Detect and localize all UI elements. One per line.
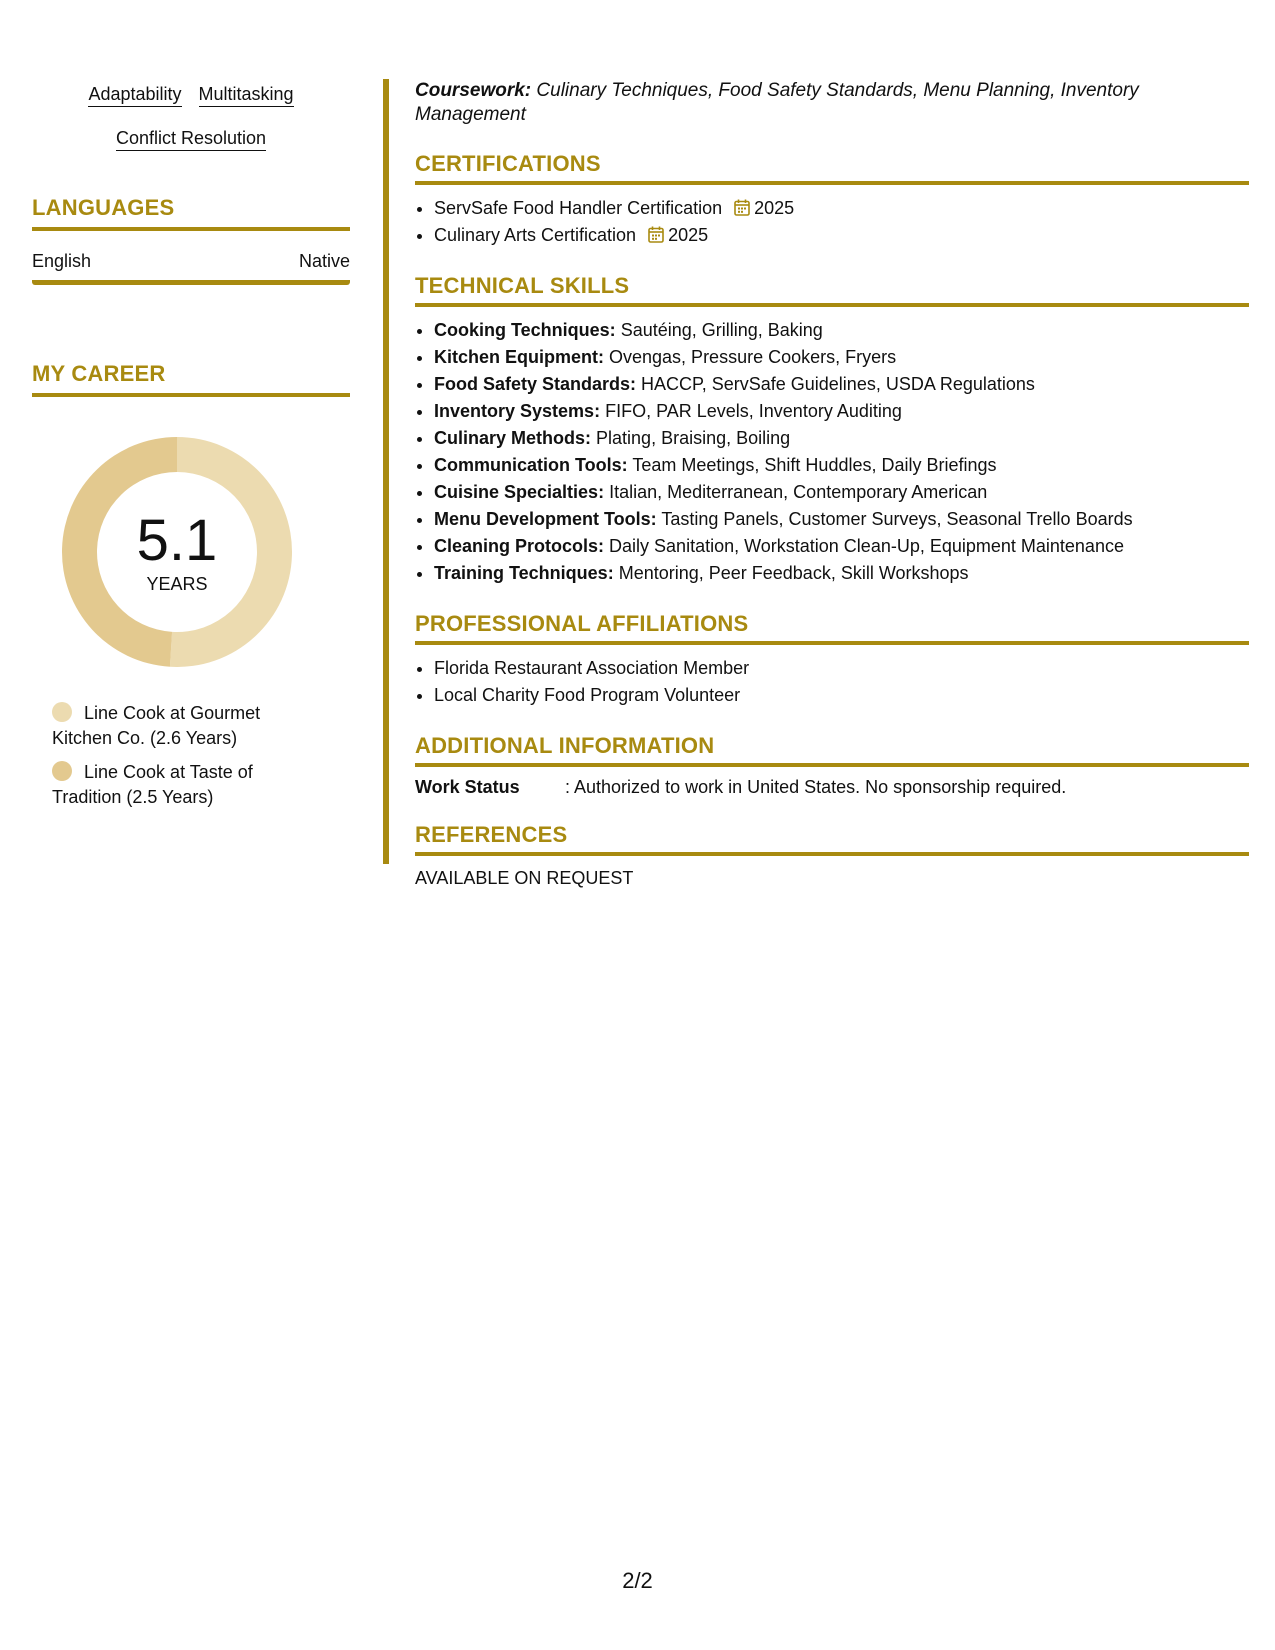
certification-year: 2025 — [668, 225, 709, 245]
skill-item — [434, 560, 1249, 587]
language-name: English — [32, 251, 92, 271]
skill-value: Ovengas, Pressure Cookers, Fryers — [609, 347, 897, 367]
skill-tag: Conflict Resolution — [116, 127, 266, 151]
certification-year: 2025 — [754, 198, 795, 218]
work-status-row — [415, 777, 1249, 798]
certifications-section — [415, 151, 1249, 249]
skill-value: Mentoring, Peer Feedback, Skill Workshops — [618, 563, 969, 583]
affiliation-item: • Local Charity Food Program Volunteer — [434, 682, 1249, 709]
work-status-label: Work Status — [415, 777, 520, 797]
certification-item — [434, 222, 1249, 249]
skill-tag: Adaptability — [88, 83, 181, 107]
right-column — [415, 79, 1249, 889]
page-number: 2/2 — [622, 1568, 653, 1593]
references-text: AVAILABLE ON REQUEST — [415, 868, 634, 888]
certification-item — [434, 195, 1249, 222]
skill-row — [32, 124, 350, 152]
certification-name: Culinary Arts Certification — [434, 225, 637, 245]
skill-item — [434, 317, 1249, 344]
skill-label: Culinary Methods: — [434, 428, 592, 448]
skill-label: Training Techniques: — [434, 563, 614, 583]
skill-label: Kitchen Equipment: — [434, 347, 604, 367]
legend-dot-icon — [52, 702, 72, 722]
coursework-label: Coursework: — [415, 80, 532, 101]
skill-item — [434, 371, 1249, 398]
career-legend-item — [52, 760, 282, 810]
skill-item — [434, 506, 1249, 533]
language-level: Native — [298, 251, 350, 271]
skill-value: Italian, Mediterranean, Contemporary American — [609, 482, 988, 502]
coursework — [415, 79, 1249, 127]
career-heading: MY CAREER — [32, 361, 350, 397]
skill-value: HACCP, ServSafe Guidelines, USDA Regulations — [641, 374, 1035, 394]
technical-skills-list — [415, 317, 1249, 587]
affiliations-list — [415, 655, 1249, 709]
skill-row — [32, 80, 350, 108]
skill-label: Cleaning Protocols: — [434, 536, 605, 556]
left-column — [32, 80, 350, 819]
career-total-years: 5.1 — [136, 507, 218, 573]
certifications-list — [415, 195, 1249, 249]
references-section — [415, 822, 1249, 889]
column-divider — [383, 79, 389, 864]
legend-dot-icon — [52, 761, 72, 781]
coursework-text: Culinary Techniques, Food Safety Standards, Menu Planning, Inventory Management — [415, 80, 1139, 125]
skill-label: Food Safety Standards: — [434, 374, 637, 394]
career-role-label: Line Cook at Gourmet Kitchen Co. (2.6 Years) — [52, 703, 261, 748]
skill-label: Menu Development Tools: — [434, 509, 657, 529]
calendar-icon — [734, 199, 750, 216]
career-legend-item — [52, 701, 282, 751]
skill-item — [434, 533, 1249, 560]
technical-skills-section — [415, 273, 1249, 587]
skill-label: Cuisine Specialties: — [434, 482, 605, 502]
skill-value: Team Meetings, Shift Huddles, Daily Briefings — [632, 455, 997, 475]
additional-info-heading: ADDITIONAL INFORMATION — [415, 733, 1249, 767]
references-heading: REFERENCES — [415, 822, 1249, 856]
career-donut-chart — [62, 437, 292, 667]
technical-skills-heading: TECHNICAL SKILLS — [415, 273, 1249, 307]
skill-value: FIFO, PAR Levels, Inventory Auditing — [605, 401, 902, 421]
skill-item — [434, 398, 1249, 425]
skill-item — [434, 344, 1249, 371]
skill-label: Cooking Techniques: — [434, 320, 616, 340]
certifications-heading: CERTIFICATIONS — [415, 151, 1249, 185]
career-role-label: Line Cook at Taste of Tradition (2.5 Years) — [52, 762, 253, 807]
skill-item — [434, 452, 1249, 479]
work-status-value: : Authorized to work in United States. No sponsorship required. — [565, 777, 1067, 797]
certification-name: ServSafe Food Handler Certification — [434, 198, 723, 218]
skill-value: Plating, Braising, Boiling — [596, 428, 791, 448]
language-row — [32, 231, 350, 285]
skill-item — [434, 425, 1249, 452]
career-total-unit: YEARS — [146, 573, 208, 594]
donut-center — [62, 437, 292, 667]
affiliations-heading: PROFESSIONAL AFFILIATIONS — [415, 611, 1249, 645]
skill-value: Tasting Panels, Customer Surveys, Seasonal Trello Boards — [661, 509, 1133, 529]
skill-label: Inventory Systems: — [434, 401, 601, 421]
affiliations-section — [415, 611, 1249, 709]
skill-label: Communication Tools: — [434, 455, 628, 475]
additional-info-section — [415, 733, 1249, 798]
affiliation-item: • Florida Restaurant Association Member — [434, 655, 1249, 682]
languages-heading: LANGUAGES — [32, 195, 350, 231]
skill-value: Sautéing, Grilling, Baking — [620, 320, 823, 340]
career-legend — [52, 701, 282, 810]
calendar-icon — [648, 226, 664, 243]
skills-tags — [32, 80, 350, 152]
skill-value: Daily Sanitation, Workstation Clean-Up, Equipment Maintenance — [609, 536, 1124, 556]
skill-tag: Multitasking — [199, 83, 294, 107]
skill-item — [434, 479, 1249, 506]
